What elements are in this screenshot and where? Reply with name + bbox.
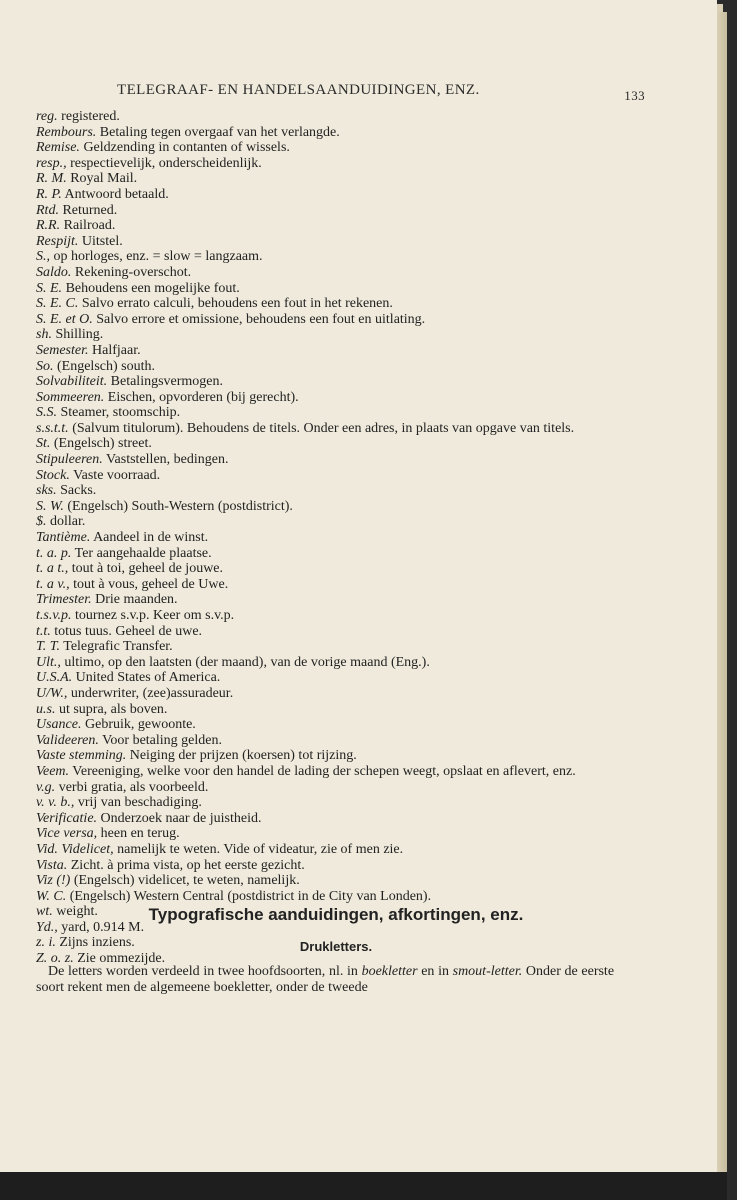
- abbreviation-term: Valideeren.: [36, 732, 99, 748]
- abbreviation-definition: Vereeniging, welke voor den handel de lading der schepen weegt, opslaat en aflevert, enz.: [72, 763, 576, 779]
- abbreviation-entry: [36, 281, 636, 297]
- abbreviation-definition: totus tuus. Geheel de uwe.: [54, 623, 203, 639]
- abbreviation-entry: [36, 125, 636, 141]
- abbreviation-term: S. E.: [36, 280, 63, 296]
- page-number: 133: [624, 88, 645, 103]
- abbreviation-definition: Vaststellen, bedingen.: [106, 452, 229, 468]
- abbreviation-definition: Royal Mail.: [70, 171, 138, 187]
- abbreviation-term: W. C.: [36, 888, 67, 904]
- abbreviation-entry: [36, 686, 636, 702]
- body-paragraph: [36, 964, 614, 995]
- abbreviation-term: S.,: [36, 249, 50, 265]
- abbreviation-term: U/W.,: [36, 685, 68, 701]
- abbreviation-term: Usance.: [36, 717, 82, 733]
- abbreviation-definition: Zie ommezijde.: [77, 951, 166, 967]
- abbreviation-definition: Steamer, stoomschip.: [60, 405, 181, 421]
- paragraph-text: Onder de eerste soort rekent men de algemeene boekletter, onder de tweede: [36, 964, 615, 995]
- abbreviation-term: Veem.: [36, 763, 70, 779]
- abbreviation-entry: [36, 811, 636, 827]
- abbreviation-definition: Uitstel.: [81, 233, 123, 249]
- abbreviation-definition: (Engelsch) south.: [57, 358, 155, 374]
- abbreviation-entry: [36, 312, 636, 328]
- abbreviation-term: u.s.: [36, 701, 56, 717]
- abbreviation-entry: [36, 655, 636, 671]
- abbreviation-term: Verificatie.: [36, 810, 98, 826]
- abbreviation-entry: [36, 483, 636, 499]
- abbreviation-entry: [36, 842, 636, 858]
- page-edge: [717, 12, 727, 1172]
- abbreviation-entry: [36, 889, 636, 905]
- abbreviation-definition: Returned.: [62, 202, 118, 218]
- abbreviation-entry: [36, 436, 636, 452]
- abbreviation-term: S. W.: [36, 498, 64, 514]
- paragraph-italic-term: boekletter: [361, 964, 418, 979]
- abbreviation-term: v. v. b.,: [36, 795, 75, 811]
- abbreviation-term: Solvabiliteit.: [36, 374, 108, 390]
- abbreviation-term: wt.: [36, 904, 53, 920]
- abbreviation-definition: op horloges, enz. = slow = langzaam.: [53, 249, 263, 265]
- abbreviation-entry: [36, 140, 636, 156]
- abbreviation-entry: [36, 608, 636, 624]
- abbreviation-entry: [36, 577, 636, 593]
- abbreviation-term: R. M.: [36, 171, 67, 187]
- abbreviation-entry: [36, 670, 636, 686]
- abbreviation-entry: [36, 374, 636, 390]
- abbreviation-entry: [36, 639, 636, 655]
- abbreviation-definition: yard, 0.914 M.: [61, 919, 145, 935]
- abbreviation-entry: [36, 187, 636, 203]
- abbreviation-entry: [36, 203, 636, 219]
- abbreviation-definition: Halfjaar.: [92, 342, 141, 358]
- abbreviation-definition: (Engelsch) videlicet, te weten, namelijk.: [73, 873, 300, 889]
- abbreviation-term: U.S.A.: [36, 670, 73, 686]
- abbreviation-entry: [36, 296, 636, 312]
- abbreviation-definition: Telegrafic Transfer.: [63, 639, 173, 655]
- abbreviation-definition: Betaling tegen overgaaf van het verlangde.: [99, 124, 340, 140]
- abbreviation-entry: [36, 234, 636, 250]
- abbreviation-term: Rembours.: [36, 124, 97, 140]
- abbreviation-term: S.S.: [36, 405, 57, 421]
- abbreviation-term: sh.: [36, 327, 52, 343]
- abbreviation-definition: vrij van beschadiging.: [77, 795, 202, 811]
- abbreviation-entry: [36, 530, 636, 546]
- abbreviation-definition: tournez s.v.p. Keer om s.v.p.: [75, 608, 235, 623]
- abbreviation-definition: Ter aangehaalde plaatse.: [74, 545, 212, 561]
- abbreviation-term: S. E. C.: [36, 296, 79, 312]
- running-header: [117, 82, 645, 103]
- abbreviation-entry: [36, 390, 636, 406]
- abbreviation-entry: [36, 468, 636, 484]
- abbreviation-term: Semester.: [36, 342, 89, 358]
- abbreviation-definition: weight.: [56, 904, 98, 920]
- paragraph-text: en in: [421, 964, 449, 979]
- abbreviation-term: Sommeeren.: [36, 389, 105, 405]
- abbreviation-definition: ut supra, als boven.: [58, 701, 168, 717]
- abbreviation-term: Trimester.: [36, 592, 92, 608]
- abbreviation-term: St.: [36, 436, 51, 452]
- abbreviation-term: t. a t.,: [36, 561, 69, 577]
- abbreviation-term: R. P.: [36, 186, 62, 202]
- abbreviation-definition: Salvo errato calculi, behoudens een fout in het rekenen.: [81, 296, 393, 312]
- abbreviation-term: t.s.v.p.: [36, 608, 72, 623]
- abbreviation-definition: Neiging der prijzen (koersen) tot rijzing.: [129, 748, 357, 764]
- abbreviation-term: t.t.: [36, 623, 51, 639]
- abbreviation-definition: Onderzoek naar de juistheid.: [100, 810, 262, 826]
- abbreviation-term: T. T.: [36, 639, 60, 655]
- abbreviation-entry: [36, 624, 636, 640]
- abbreviation-term: Vid. Videlicet,: [36, 841, 114, 857]
- abbreviation-definition: Drie maanden.: [95, 592, 178, 608]
- abbreviation-term: Stock.: [36, 467, 70, 483]
- abbreviation-term: s.s.t.t.: [36, 420, 69, 436]
- abbreviation-entry: [36, 249, 636, 265]
- abbreviation-entry: [36, 717, 636, 733]
- section-heading-block: [36, 905, 636, 954]
- abbreviation-definition: Shilling.: [55, 327, 104, 343]
- section-title: Typografische aanduidingen, afkortingen, enz.: [148, 905, 524, 924]
- abbreviation-entry: [36, 327, 636, 343]
- abbreviation-entry: [36, 748, 636, 764]
- abbreviation-entry: [36, 218, 636, 234]
- abbreviation-definition: United States of America.: [75, 670, 221, 686]
- abbreviation-entry: [36, 561, 636, 577]
- abbreviation-term: t. a. p.: [36, 545, 72, 561]
- abbreviation-definition: Rekening-overschot.: [74, 264, 192, 280]
- abbreviation-term: Respijt.: [36, 233, 79, 249]
- abbreviation-definition: Geldzending in contanten of wissels.: [83, 140, 290, 156]
- abbreviation-term: $.: [36, 514, 47, 530]
- abbreviation-entry: [36, 171, 636, 187]
- running-title: TELEGRAAF- EN HANDELSAANDUIDINGEN, ENZ.: [117, 82, 480, 98]
- abbreviation-entry: [36, 780, 636, 796]
- abbreviation-definition: tout à vous, geheel de Uwe.: [73, 576, 229, 592]
- abbreviation-term: Vice versa,: [36, 826, 98, 842]
- abbreviation-term: sks.: [36, 483, 57, 499]
- abbreviation-definition: Aandeel in de winst.: [93, 530, 209, 546]
- abbreviation-entry: [36, 826, 636, 842]
- abbreviation-term: Stipuleeren.: [36, 452, 103, 468]
- abbreviation-term: R.R.: [36, 218, 61, 234]
- abbreviation-definition: Antwoord betaald.: [64, 186, 169, 202]
- abbreviation-definition: Voor betaling gelden.: [102, 732, 222, 748]
- abbreviation-definition: Salvo errore et omissione, behoudens een fout en uitlating.: [96, 311, 426, 327]
- abbreviation-definition: respectievelijk, onderscheidenlijk.: [70, 155, 262, 171]
- abbreviation-definition: tout à toi, geheel de jouwe.: [71, 561, 224, 577]
- abbreviation-definition: underwriter, (zee)assuradeur.: [70, 685, 234, 701]
- abbreviation-term: Viz (!): [36, 873, 71, 889]
- abbreviation-term: Saldo.: [36, 264, 72, 280]
- abbreviation-definition: namelijk te weten. Vide of videatur, zie of men zie.: [117, 841, 404, 857]
- abbreviation-entry: [36, 405, 636, 421]
- abbreviation-entry: [36, 265, 636, 281]
- abbreviation-term: resp.,: [36, 155, 67, 171]
- abbreviation-term: Remise.: [36, 140, 80, 156]
- abbreviation-definition: (Engelsch) South-Western (postdistrict).: [67, 498, 293, 514]
- abbreviation-term: Vista.: [36, 857, 68, 873]
- abbreviation-definition: Eischen, opvorderen (bij gerecht).: [107, 389, 299, 405]
- abbreviation-term: Yd.,: [36, 919, 58, 935]
- abbreviation-entry: [36, 873, 636, 889]
- abbreviation-definition: ultimo, op den laatsten (der maand), van de vorige maand (Eng.).: [64, 654, 430, 670]
- scan-bottom-border: [0, 1172, 727, 1200]
- abbreviation-term: Vaste stemming.: [36, 748, 127, 764]
- abbreviation-term: reg.: [36, 109, 58, 124]
- abbreviation-entry: [36, 546, 636, 562]
- abbreviation-entry: [36, 592, 636, 608]
- abbreviation-definition: Railroad.: [63, 218, 116, 234]
- abbreviation-term: Rtd.: [36, 202, 59, 218]
- abbreviation-definition: registered.: [61, 109, 120, 124]
- abbreviation-list: [36, 109, 636, 967]
- abbreviation-definition: dollar.: [50, 514, 86, 530]
- abbreviation-term: So.: [36, 358, 54, 374]
- abbreviation-term: z. i.: [36, 935, 56, 951]
- abbreviation-entry: [36, 109, 636, 125]
- abbreviation-term: t. a v.,: [36, 576, 70, 592]
- abbreviation-term: Z. o. z.: [36, 951, 74, 967]
- abbreviation-entry: [36, 499, 636, 515]
- abbreviation-entry: [36, 733, 636, 749]
- paragraph-italic-term: smout-letter.: [452, 964, 523, 979]
- abbreviation-definition: (Salvum titulorum). Behoudens de titels. Onder een adres, in plaats van opgave van titels.: [72, 420, 575, 436]
- abbreviation-entry: [36, 452, 636, 468]
- abbreviation-entry: [36, 156, 636, 172]
- abbreviation-definition: Betalingsvermogen.: [110, 374, 224, 390]
- section-subtitle: Drukletters.: [299, 939, 373, 954]
- abbreviation-definition: (Engelsch) street.: [53, 436, 152, 452]
- abbreviation-definition: Behoudens een mogelijke fout.: [65, 280, 240, 296]
- abbreviation-entry: [36, 514, 636, 530]
- abbreviation-definition: Gebruik, gewoonte.: [85, 717, 196, 733]
- abbreviation-definition: (Engelsch) Western Central (postdistrict in de City van Londen).: [69, 888, 432, 904]
- abbreviation-definition: Vaste voorraad.: [73, 467, 161, 483]
- abbreviation-entry: [36, 343, 636, 359]
- abbreviation-entry: [36, 764, 636, 780]
- abbreviation-entry: [36, 359, 636, 375]
- paragraph-text: De letters worden verdeeld in twee hoofdsoorten, nl. in: [48, 964, 358, 979]
- abbreviation-definition: Sacks.: [60, 483, 97, 499]
- abbreviation-entry: [36, 795, 636, 811]
- abbreviation-definition: Zicht. à prima vista, op het eerste gezicht.: [70, 857, 305, 873]
- abbreviation-definition: verbi gratia, als voorbeeld.: [58, 779, 209, 795]
- abbreviation-entry: [36, 702, 636, 718]
- abbreviation-term: Tantième.: [36, 530, 91, 546]
- abbreviation-entry: [36, 858, 636, 874]
- abbreviation-term: Ult.,: [36, 654, 61, 670]
- abbreviation-definition: heen en terug.: [100, 826, 180, 842]
- abbreviation-definition: Zijns inziens.: [59, 935, 135, 951]
- abbreviation-entry: [36, 421, 636, 437]
- abbreviation-term: v.g.: [36, 779, 56, 795]
- abbreviation-term: S. E. et O.: [36, 311, 93, 327]
